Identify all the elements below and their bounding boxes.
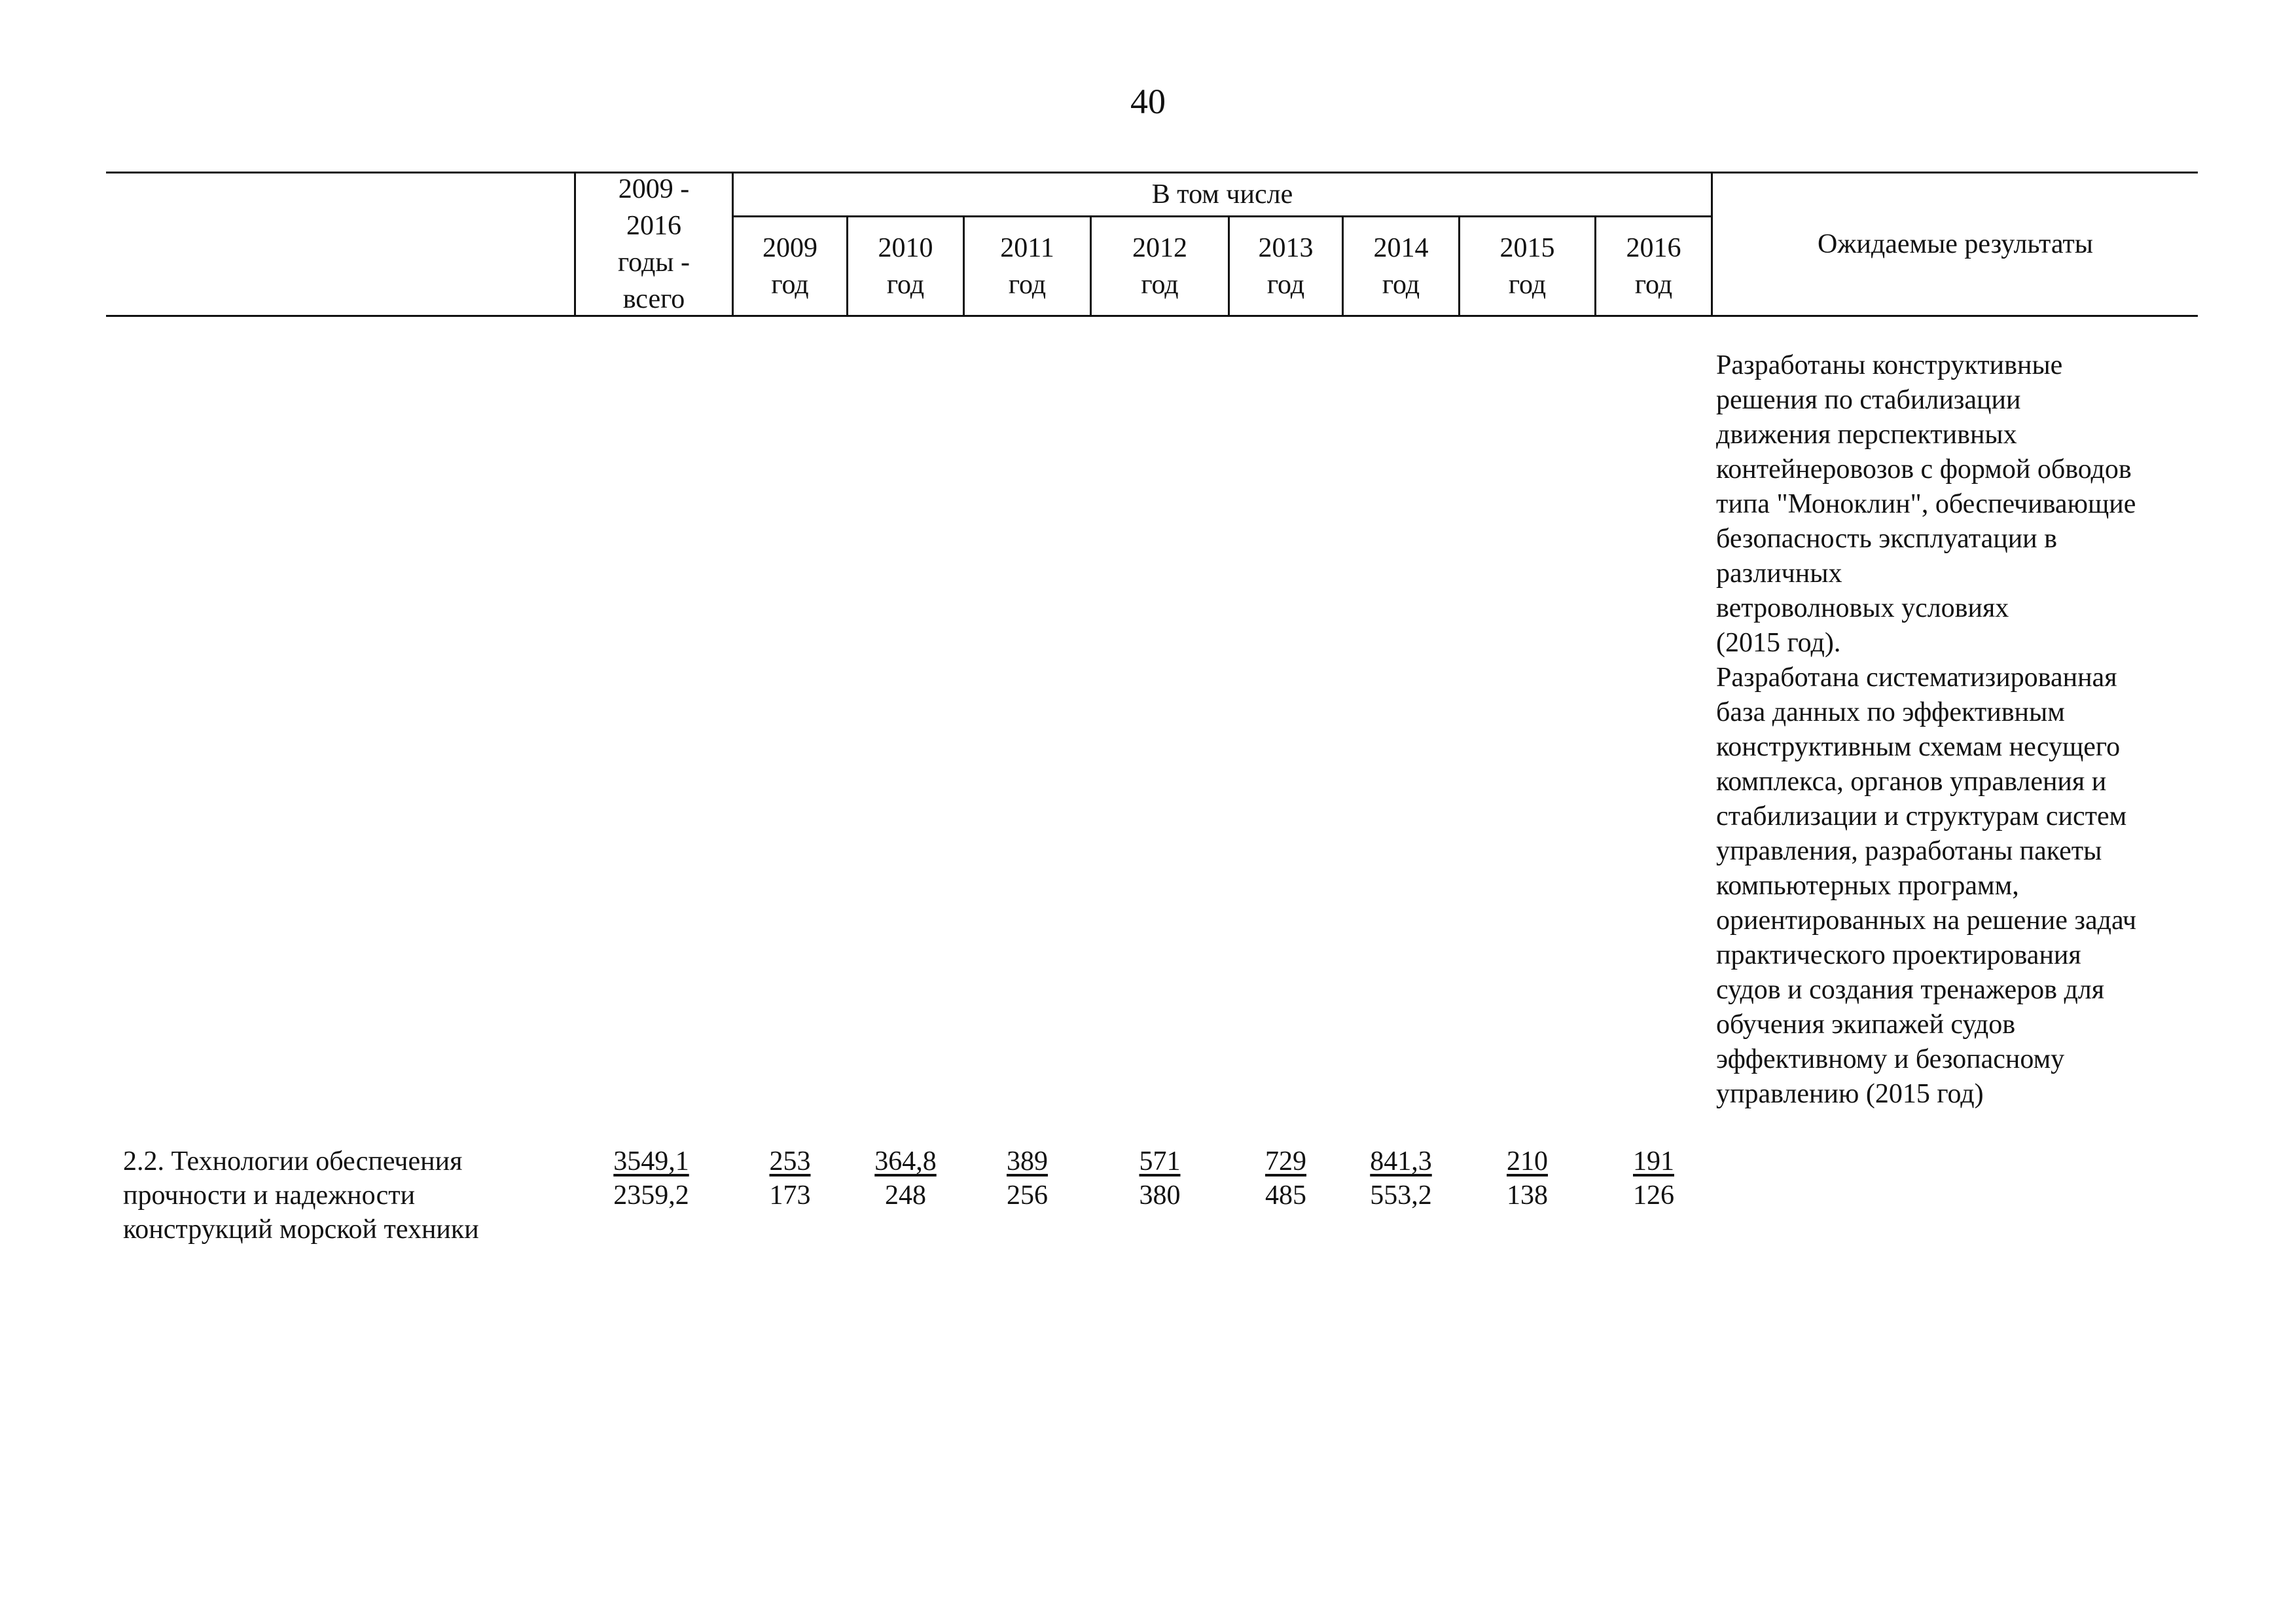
year-header: 2010 год <box>878 233 933 300</box>
row-year-value: 364,8 248 <box>874 1146 937 1211</box>
row-year-value: 841,3 553,2 <box>1370 1146 1432 1211</box>
row-year-value: 389 256 <box>1007 1146 1048 1211</box>
results-paragraph: Разработаны конструктивные решения по стабилизации движения перспективных контейнеровозов с формой обводов типа "Моноклин", обеспечивающие безопасность эксплуатации в различных ветроволновых условиях (2015 год). <box>1716 350 2136 658</box>
row-year-value: 210 138 <box>1507 1146 1548 1211</box>
results-paragraph: Разработана систематизированная база данных по эффективным конструктивным схемам несущего комплекса, органов управления и стабилизации и структурам систем управления, разработаны пакеты компьютерных программ, ориентированных на решение задач практического проектирования судов и создания тренажеров для обучения экипажей судов эффективному и безопасному управлению (2015 год) <box>1716 663 2137 1109</box>
year-header: 2009 год <box>762 233 817 300</box>
group-header: В том числе <box>1151 179 1293 210</box>
year-header: 2016 год <box>1626 233 1681 300</box>
expected-results <box>1716 348 2214 1112</box>
page-number: 40 <box>1130 82 1166 121</box>
row-year-value: 253 173 <box>769 1146 811 1211</box>
row-year-value: 191 126 <box>1633 1146 1674 1211</box>
year-header: 2012 год <box>1132 233 1187 300</box>
year-header: 2014 год <box>1373 233 1429 300</box>
row-year-value: 571 380 <box>1139 1146 1181 1211</box>
year-header: 2013 год <box>1258 233 1314 300</box>
results-column-header: Ожидаемые результаты <box>1818 229 2093 259</box>
total-column-header: 2009 - 2016 годы - всего <box>617 174 691 314</box>
row-total-value: 3549,1 2359,2 <box>613 1146 689 1211</box>
row-label: 2.2. Технологии обеспечения прочности и надежности конструкций морской техники <box>123 1146 479 1245</box>
table-header <box>106 172 2198 317</box>
year-header: 2011 год <box>1000 233 1054 300</box>
row-year-value: 729 485 <box>1265 1146 1306 1211</box>
year-header: 2015 год <box>1499 233 1555 300</box>
